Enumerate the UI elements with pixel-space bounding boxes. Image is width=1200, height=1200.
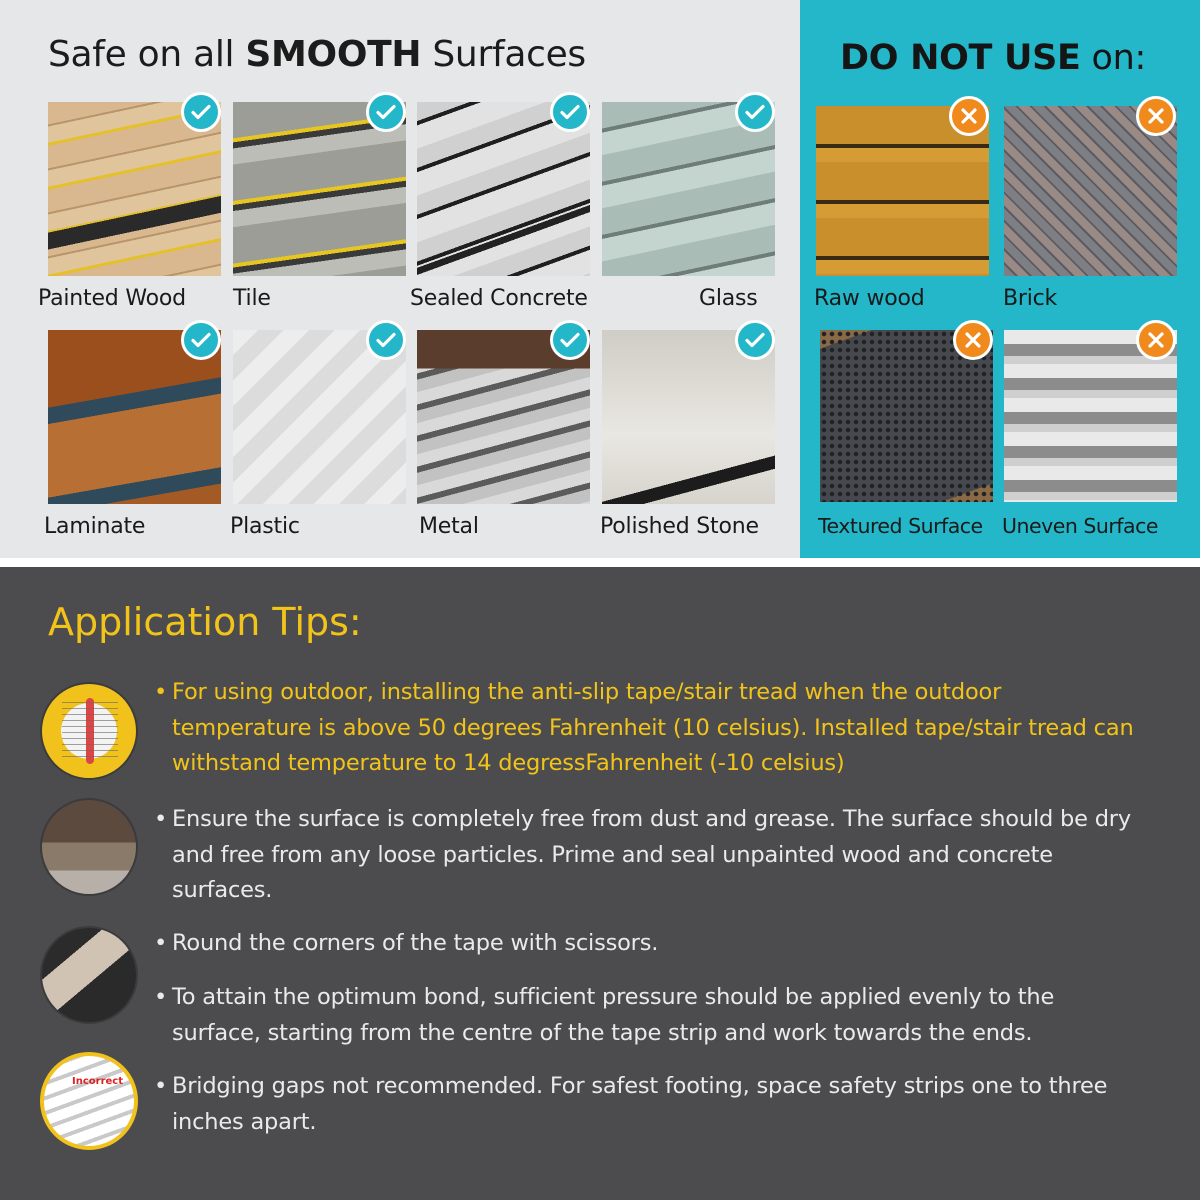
check-icon (550, 92, 590, 132)
scissors-icon (40, 926, 138, 1024)
application-tips-title: Application Tips: (48, 600, 362, 644)
surface-label: Textured Surface (818, 514, 983, 538)
surface-label: Painted Wood (38, 286, 186, 311)
bullet: • (154, 930, 168, 956)
check-icon (550, 320, 590, 360)
surface-label: Polished Stone (600, 514, 759, 539)
tip-item: • For using outdoor, installing the anti-slip tape/stair tread when the outdoor temperature is above 50 degrees Fahrenheit (10 celsius). Installed tape/stair tread can withstand temperature to 14 degressFahrenheit (-10 celsius) (154, 675, 1144, 782)
safe-surfaces-title: Safe on all SMOOTH Surfaces (48, 34, 586, 75)
bullet: • (154, 984, 168, 1010)
tip-item: • Round the corners of the tape with scissors. (154, 926, 1144, 962)
bullet: • (154, 806, 168, 832)
surface-cleaning-icon (40, 798, 138, 896)
tip-item: • Ensure the surface is completely free from dust and grease. The surface should be dry and free from any loose particles. Prime and seal unpainted wood and concrete surfaces. (154, 802, 1144, 909)
cross-icon (1136, 320, 1176, 360)
surface-label: Sealed Concrete (410, 286, 588, 311)
check-icon (735, 92, 775, 132)
surface-label: Plastic (230, 514, 300, 539)
tip-item: • Bridging gaps not recommended. For safest footing, space safety strips one to three inches apart. (154, 1069, 1144, 1140)
surface-label: Tile (233, 286, 271, 311)
check-icon (181, 320, 221, 360)
incorrect-tag: Incorrect (72, 1076, 123, 1087)
check-icon (181, 92, 221, 132)
gap-spacing-icon (40, 1052, 138, 1150)
surface-label: Metal (419, 514, 479, 539)
surface-label: Brick (1003, 286, 1058, 311)
surface-label: Glass (699, 286, 758, 311)
cross-icon (1136, 96, 1176, 136)
cross-icon (949, 96, 989, 136)
cross-icon (953, 320, 993, 360)
do-not-use-title: DO NOT USE on: (840, 38, 1146, 78)
thermometer-icon (40, 682, 138, 780)
check-icon (366, 92, 406, 132)
check-icon (735, 320, 775, 360)
surface-label: Raw wood (814, 286, 925, 311)
surface-label: Uneven Surface (1002, 514, 1158, 538)
surface-label: Laminate (44, 514, 146, 539)
bullet: • (154, 679, 168, 705)
bullet: • (154, 1073, 168, 1099)
check-icon (366, 320, 406, 360)
tip-item: • To attain the optimum bond, sufficient pressure should be applied evenly to the surface, starting from the centre of the tape strip and work towards the ends. (154, 980, 1144, 1051)
